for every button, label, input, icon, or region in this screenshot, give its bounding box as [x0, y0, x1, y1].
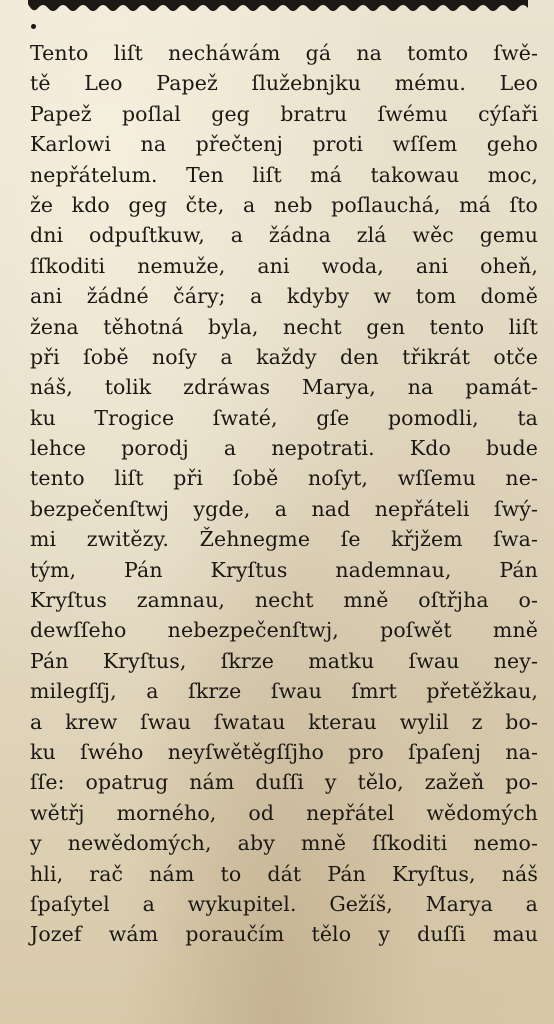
text-line: ku ſwého neyſwětěgſſjho pro ſpaſenj na-: [30, 739, 538, 764]
text-line: náš, tolik zdráwas Marya, na památ-: [30, 375, 538, 400]
text-line: Jozef wám poraučím tělo y duſſi mau: [30, 922, 538, 947]
text-line: tě Leo Papež ſlužebnjku mému. Leo: [30, 71, 538, 96]
text-line: ku Trogice ſwaté, gſe pomodli, ta: [30, 405, 538, 430]
text-block: [30, 38, 538, 950]
text-line: mi zwitězy. Žehnegme ſe křjžem ſwa-: [30, 527, 538, 552]
text-line: a krew ſwau ſwatau kterau wylil z bo-: [30, 709, 538, 734]
text-line: tento liſt při ſobě noſyt, wſſemu ne-: [30, 466, 538, 491]
text-line: Kryſtus zamnau, necht mně oſtřjha o-: [30, 588, 538, 613]
text-line: ſſe: opatrug nám duſſi y tělo, zažeň po-: [30, 770, 538, 795]
text-line: lehce porodj a nepotrati. Kdo bude: [30, 436, 538, 461]
text-line: že kdo geg čte, a neb poſlauchá, má ſto: [30, 192, 538, 217]
text-line: milegſſj, a ſkrze ſwau ſmrt přetěžkau,: [30, 679, 538, 704]
wave-ornament-icon: [28, 0, 528, 20]
text-line: wětřj morného, od nepřátel wědomých: [30, 800, 538, 825]
text-line: žena těhotná byla, necht gen tento liſt: [30, 314, 538, 339]
text-line: Tento liſt necháwám gá na tomto ſwě-: [30, 41, 538, 65]
text-line: dni odpuſtkuw, a žádna zlá wěc gemu: [30, 223, 538, 248]
text-line: ſſkoditi nemuže, ani woda, ani oheň,: [30, 253, 538, 278]
text-line: Karlowi na přečtenj proti wſſem geho: [30, 132, 538, 157]
text-line: y newědomých, aby mně ſſkoditi nemo-: [30, 831, 538, 856]
text-line: Pán Kryſtus, ſkrze matku ſwau ney-: [30, 648, 538, 673]
text-line: ani žádné čáry; a kdyby w tom domě: [30, 284, 538, 309]
text-line: dewſſeho nebezpečenſtwj, poſwět mně: [30, 618, 538, 643]
text-line: hli, rač nám to dát Pán Kryſtus, náš: [30, 861, 538, 886]
text-line: tým, Pán Kryſtus nademnau, Pán: [30, 557, 538, 582]
ornamental-border: [28, 0, 528, 20]
text-line: ſpaſytel a wykupitel. Gežíš, Marya a: [30, 891, 538, 916]
text-line: nepřátelum. Ten liſt má takowau moc,: [30, 162, 538, 187]
text-line: bezpečenſtwj ygde, a nad nepřáteli ſwý-: [30, 496, 538, 521]
text-line: Papež poſlal geg bratru ſwému cýſaři: [30, 101, 538, 126]
text-line: při ſobě noſy a každy den třikrát otče: [30, 344, 538, 369]
bullet-mark: [31, 24, 36, 29]
